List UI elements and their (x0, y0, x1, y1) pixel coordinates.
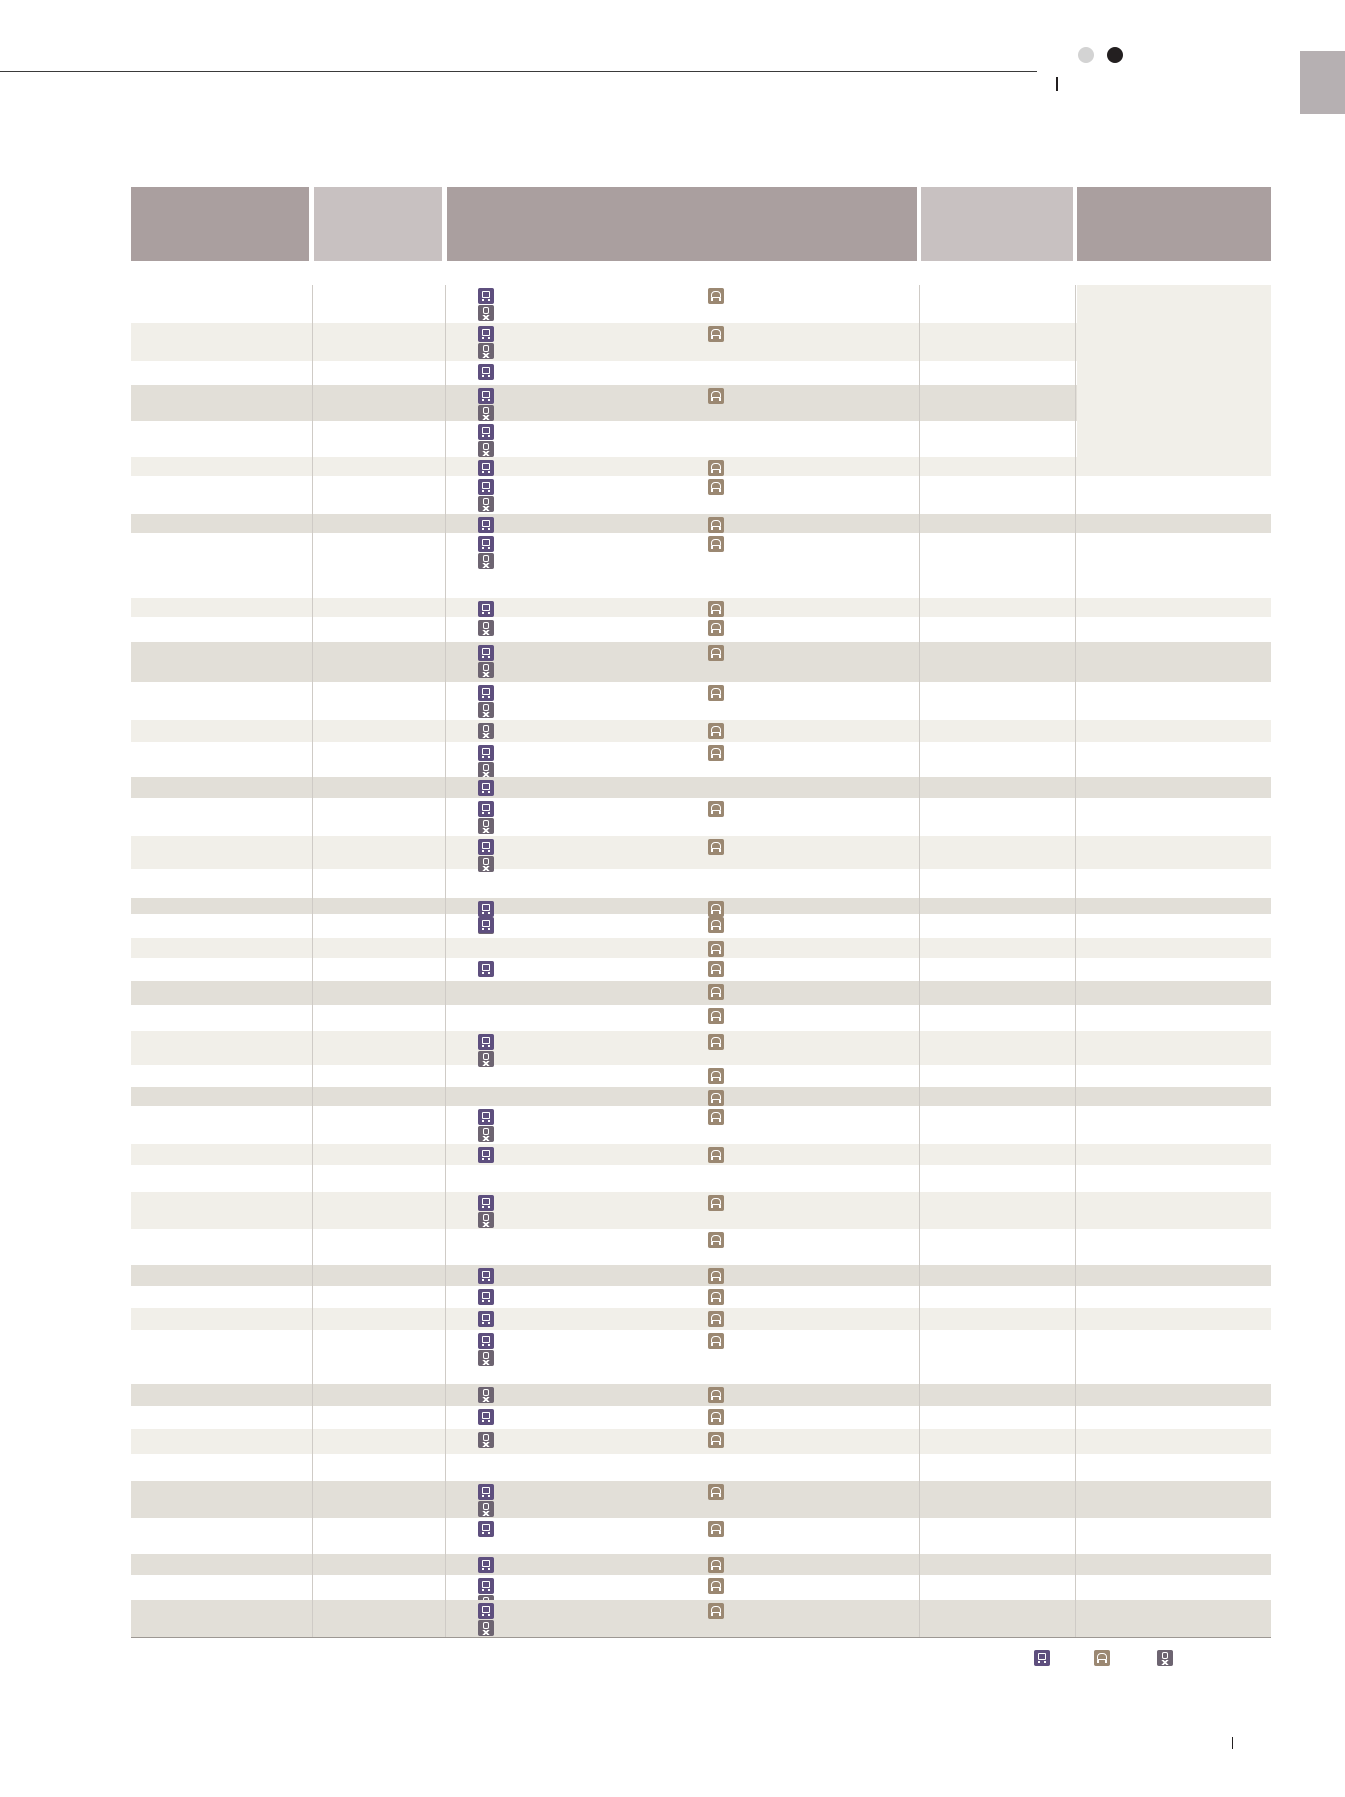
table-row (131, 1481, 1271, 1518)
train-icon (478, 441, 494, 457)
table-row (131, 642, 1271, 682)
taxi-icon (708, 601, 724, 617)
table-row (131, 720, 1271, 742)
table-row (131, 1192, 1271, 1229)
column-divider (919, 285, 920, 1637)
bus-icon (478, 1147, 494, 1163)
bus-icon (478, 460, 494, 476)
column-divider (445, 285, 446, 1637)
bus-icon (478, 1521, 494, 1537)
bus-icon (478, 961, 494, 977)
taxi-icon (708, 288, 724, 304)
taxi-icon (708, 1109, 724, 1125)
train-icon (478, 405, 494, 421)
column-divider (1075, 285, 1076, 1637)
table-row (131, 1144, 1271, 1165)
bus-icon (478, 1268, 494, 1284)
taxi-icon (708, 1603, 724, 1619)
bus-icon (478, 685, 494, 701)
table-row (131, 1554, 1271, 1575)
bus-icon (478, 424, 494, 440)
table-row (131, 598, 1271, 617)
table-row (131, 514, 1271, 533)
taxi-icon (708, 1311, 724, 1327)
taxi-icon (708, 479, 724, 495)
taxi-icon (708, 961, 724, 977)
train-icon (478, 1212, 494, 1228)
table-bottom-rule (131, 1637, 1271, 1638)
bus-icon (478, 326, 494, 342)
train-icon (478, 723, 494, 739)
taxi-icon (708, 1147, 724, 1163)
train-icon (478, 818, 494, 834)
taxi-icon (708, 536, 724, 552)
bus-icon (478, 1333, 494, 1349)
taxi-icon (708, 1068, 724, 1084)
taxi-icon (708, 1090, 724, 1106)
bus-icon (478, 780, 494, 796)
train-icon (478, 343, 494, 359)
taxi-icon (708, 901, 724, 917)
train-icon (478, 1620, 494, 1636)
table-row (131, 777, 1271, 798)
table-row (131, 1087, 1271, 1106)
taxi-icon (708, 917, 724, 933)
train-icon (478, 1432, 494, 1448)
bus-icon (478, 1034, 494, 1050)
bus-icon (478, 1409, 494, 1425)
bus-icon (478, 917, 494, 933)
taxi-icon (708, 1232, 724, 1248)
taxi-icon (708, 984, 724, 1000)
table-row (131, 1384, 1271, 1406)
taxi-icon (708, 1484, 724, 1500)
legend-bus-icon (1034, 1650, 1050, 1666)
taxi-icon (708, 388, 724, 404)
taxi-icon (708, 1432, 724, 1448)
taxi-icon (708, 685, 724, 701)
bus-icon (478, 1557, 494, 1573)
table-row (131, 1308, 1271, 1330)
bus-icon (478, 1311, 494, 1327)
taxi-icon (708, 620, 724, 636)
table-row (131, 981, 1271, 1005)
table-row (131, 1031, 1271, 1065)
train-icon (478, 856, 494, 872)
legend-train-icon (1157, 1650, 1173, 1666)
taxi-icon (708, 1008, 724, 1024)
taxi-icon (708, 1289, 724, 1305)
bus-icon (478, 479, 494, 495)
bus-icon (478, 1289, 494, 1305)
bus-icon (478, 839, 494, 855)
legend-taxi-icon (1094, 1650, 1110, 1666)
bus-icon (478, 745, 494, 761)
table-row (131, 1265, 1271, 1286)
train-icon (478, 305, 494, 321)
bus-icon (478, 1603, 494, 1619)
taxi-icon (708, 645, 724, 661)
taxi-icon (708, 517, 724, 533)
bus-icon (478, 901, 494, 917)
train-icon (478, 1051, 494, 1067)
bus-icon (478, 801, 494, 817)
train-icon (478, 662, 494, 678)
taxi-icon (708, 1195, 724, 1211)
table-row (131, 836, 1271, 869)
taxi-icon (708, 941, 724, 957)
bus-icon (478, 1195, 494, 1211)
bus-icon (478, 645, 494, 661)
train-icon (478, 496, 494, 512)
taxi-icon (708, 460, 724, 476)
train-icon (478, 620, 494, 636)
bus-icon (478, 601, 494, 617)
taxi-icon (708, 326, 724, 342)
bus-icon (478, 288, 494, 304)
merged-cell (1077, 285, 1271, 475)
table-row (131, 1429, 1271, 1454)
bus-icon (478, 536, 494, 552)
train-icon (478, 1387, 494, 1403)
bus-icon (478, 517, 494, 533)
taxi-icon (708, 1333, 724, 1349)
bus-icon (478, 1109, 494, 1125)
taxi-icon (708, 1387, 724, 1403)
taxi-icon (708, 1521, 724, 1537)
table-row (131, 1600, 1271, 1637)
taxi-icon (708, 1268, 724, 1284)
train-icon (478, 1501, 494, 1517)
column-divider (312, 285, 313, 1637)
train-icon (478, 762, 494, 778)
bus-icon (478, 1578, 494, 1594)
train-icon (478, 702, 494, 718)
table-row (131, 898, 1271, 914)
taxi-icon (708, 839, 724, 855)
taxi-icon (708, 1409, 724, 1425)
train-icon (478, 1350, 494, 1366)
bus-icon (478, 388, 494, 404)
taxi-icon (708, 1557, 724, 1573)
taxi-icon (708, 1578, 724, 1594)
bus-icon (478, 1484, 494, 1500)
taxi-icon (708, 723, 724, 739)
train-icon (478, 553, 494, 569)
train-icon (478, 1126, 494, 1142)
taxi-icon (708, 745, 724, 761)
table-row (131, 938, 1271, 958)
page-number-divider (1232, 1737, 1233, 1749)
taxi-icon (708, 1034, 724, 1050)
taxi-icon (708, 801, 724, 817)
bus-icon (478, 364, 494, 380)
